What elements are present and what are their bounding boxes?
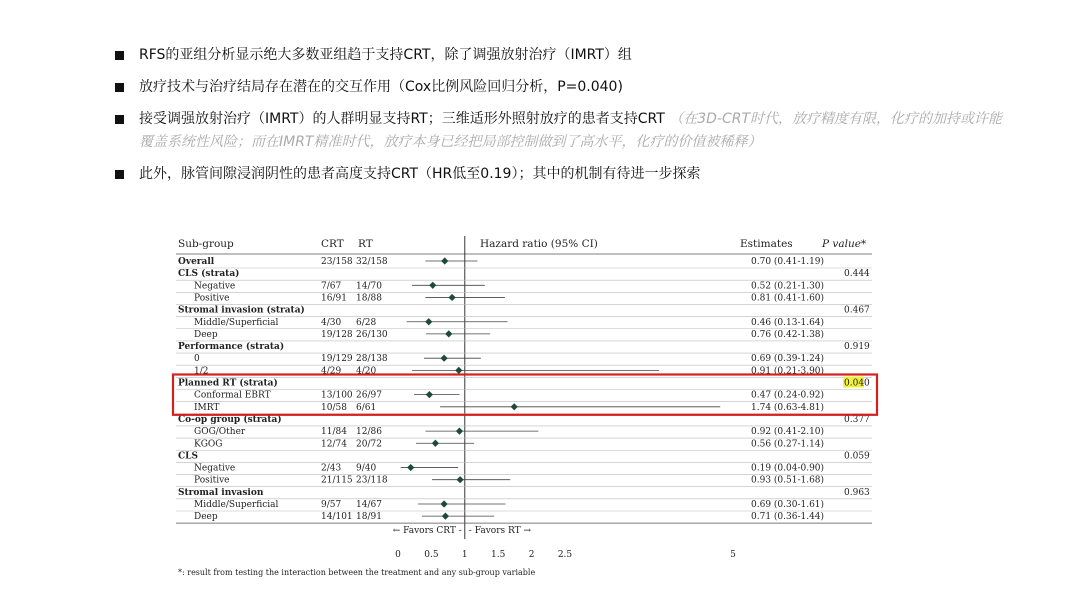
row-label: Negative [194, 281, 236, 292]
row-rt-events: 26/97 [356, 390, 382, 401]
row-label: Co-op group (strata) [178, 414, 282, 425]
row-rt-events: 14/70 [356, 281, 382, 292]
point-estimate-marker [425, 318, 432, 325]
row-estimate: 0.52 (0.21-1.30) [751, 281, 825, 292]
row-p-value: 0.444 [844, 269, 870, 280]
row-rt-events: 32/158 [356, 257, 388, 267]
row-rt-events: 23/118 [356, 475, 388, 486]
row-label: Positive [194, 475, 230, 486]
header-crt: CRT [321, 238, 344, 250]
row-p-value: 0.059 [844, 451, 870, 462]
row-estimate: 0.69 (0.30-1.61) [751, 500, 825, 510]
row-estimate: 0.47 (0.24-0.92) [751, 390, 825, 401]
row-label: CLS (strata) [178, 269, 240, 280]
row-crt-events: 13/100 [321, 390, 353, 401]
row-rt-events: 12/86 [356, 427, 382, 438]
header-subgroup: Sub-group [178, 238, 234, 250]
bullet-text: 接受调强放射治疗（IMRT）的人群明显支持RT；三维适形外照射放疗的患者支持CRT [139, 111, 665, 127]
row-label: Deep [194, 329, 218, 340]
row-p-value: 0.919 [844, 342, 870, 353]
row-estimate: 0.70 (0.41-1.19) [751, 257, 825, 267]
row-label: Middle/Superficial [194, 500, 279, 510]
row-estimate: 0.71 (0.36-1.44) [751, 512, 825, 523]
row-label: Negative [194, 463, 236, 474]
x-tick-label: 2 [528, 550, 535, 560]
row-crt-events: 19/129 [321, 354, 353, 365]
x-tick-label: 1 [461, 550, 468, 560]
x-tick-label: 0 [395, 550, 401, 560]
favors-crt-label: ← Favors CRT - [392, 526, 462, 536]
header-p-value: P value* [822, 238, 867, 250]
bullet-note: （在3D-CRT时代，放疗精度有限，化疗的加持或许能覆盖系统性风险；而在IMRT精准时代，放疗本身已经把局部控制做到了高水平，化疗的价值被稀释） [139, 111, 1003, 150]
row-label: Positive [194, 293, 230, 304]
row-label: Stromal invasion (strata) [178, 305, 305, 316]
row-crt-events: 2/43 [321, 463, 342, 474]
row-label: 0 [194, 354, 200, 365]
bullet-text: 放疗技术与治疗结局存在潜在的交互作用（Cox比例风险回归分析，P=0.040) [139, 79, 623, 95]
row-rt-events: 18/88 [356, 293, 382, 304]
row-crt-events: 9/57 [321, 500, 342, 510]
x-tick-label: 1.5 [491, 550, 506, 560]
row-estimate: 0.46 (0.13-1.64) [751, 317, 825, 328]
row-estimate: 0.56 (0.27-1.14) [751, 439, 825, 450]
row-crt-events: 16/91 [321, 293, 347, 304]
favors-rt-label: - Favors RT → [468, 526, 532, 536]
row-label: GOG/Other [194, 427, 246, 438]
row-estimate: 0.19 (0.04-0.90) [751, 463, 825, 474]
row-rt-events: 6/61 [356, 402, 377, 413]
point-estimate-marker [432, 440, 439, 447]
row-crt-events: 10/58 [321, 402, 347, 413]
row-p-value: 0.963 [844, 487, 870, 498]
header-hazard-ratio: Hazard ratio (95% CI) [480, 238, 598, 250]
point-estimate-marker [441, 257, 448, 264]
row-label: IMRT [194, 402, 220, 413]
point-estimate-marker [511, 403, 518, 410]
row-rt-events: 20/72 [356, 439, 382, 450]
row-estimate: 1.74 (0.63-4.81) [751, 402, 825, 413]
point-estimate-marker [429, 282, 436, 289]
row-estimate: 0.91 (0.21-3.90) [751, 366, 825, 377]
bullet-text: 此外，脉管间隙浸润阴性的患者高度支持CRT（HR低至0.19）；其中的机制有待进一步探索 [139, 166, 701, 182]
x-tick-label: 2.5 [557, 550, 573, 560]
row-p-value: 0.377 [844, 414, 870, 425]
row-crt-events: 14/101 [321, 512, 353, 523]
point-estimate-marker [440, 355, 447, 362]
point-estimate-marker [445, 330, 452, 337]
point-estimate-marker [449, 294, 456, 301]
row-estimate: 0.81 (0.41-1.60) [751, 293, 825, 304]
x-tick-label: 0.5 [424, 550, 439, 560]
row-label: KGOG [194, 439, 223, 450]
row-rt-events: 6/28 [356, 317, 377, 328]
row-crt-events: 23/158 [321, 257, 353, 267]
row-rt-events: 18/91 [356, 512, 382, 523]
row-crt-events: 19/128 [321, 329, 353, 340]
row-estimate: 0.93 (0.51-1.68) [751, 475, 825, 486]
row-p-value: 0.040 [844, 378, 870, 389]
point-estimate-marker [455, 367, 462, 374]
row-crt-events: 12/74 [321, 439, 347, 450]
row-rt-events: 14/67 [356, 500, 382, 510]
row-label: Deep [194, 512, 218, 523]
row-crt-events: 21/115 [321, 475, 353, 486]
point-estimate-marker [457, 476, 464, 483]
x-tick-label: 5 [730, 550, 736, 560]
row-label: Middle/Superficial [194, 317, 279, 328]
row-rt-events: 28/138 [356, 354, 388, 365]
row-label: Conformal EBRT [194, 390, 271, 401]
row-crt-events: 4/30 [321, 317, 342, 328]
row-crt-events: 7/67 [321, 281, 342, 292]
point-estimate-marker [456, 428, 463, 435]
chart-footnote: *: result from testing the interaction between the treatment and any sub-group variable [178, 568, 536, 577]
point-estimate-marker [407, 464, 414, 471]
row-estimate: 0.92 (0.41-2.10) [751, 427, 825, 438]
row-crt-events: 4/29 [321, 366, 342, 377]
point-estimate-marker [426, 391, 433, 398]
point-estimate-marker [442, 513, 449, 520]
row-rt-events: 4/20 [356, 366, 377, 377]
row-label: Overall [178, 257, 215, 267]
row-estimate: 0.69 (0.39-1.24) [751, 354, 825, 365]
header-estimates: Estimates [740, 238, 793, 250]
row-estimate: 0.76 (0.42-1.38) [751, 329, 825, 340]
header-rt: RT [358, 238, 373, 250]
row-label: 1/2 [194, 366, 209, 377]
bullet-text: RFS的亚组分析显示绝大多数亚组趋于支持CRT，除了调强放射治疗（IMRT）组 [139, 47, 632, 63]
row-p-value: 0.467 [844, 305, 870, 316]
row-crt-events: 11/84 [321, 427, 347, 438]
row-label: Performance (strata) [178, 342, 285, 353]
row-label: CLS [178, 451, 198, 462]
point-estimate-marker [440, 500, 447, 507]
row-rt-events: 9/40 [356, 463, 377, 474]
row-label: Stromal invasion [178, 487, 264, 498]
row-label: Planned RT (strata) [178, 378, 278, 389]
row-rt-events: 26/130 [356, 329, 388, 340]
